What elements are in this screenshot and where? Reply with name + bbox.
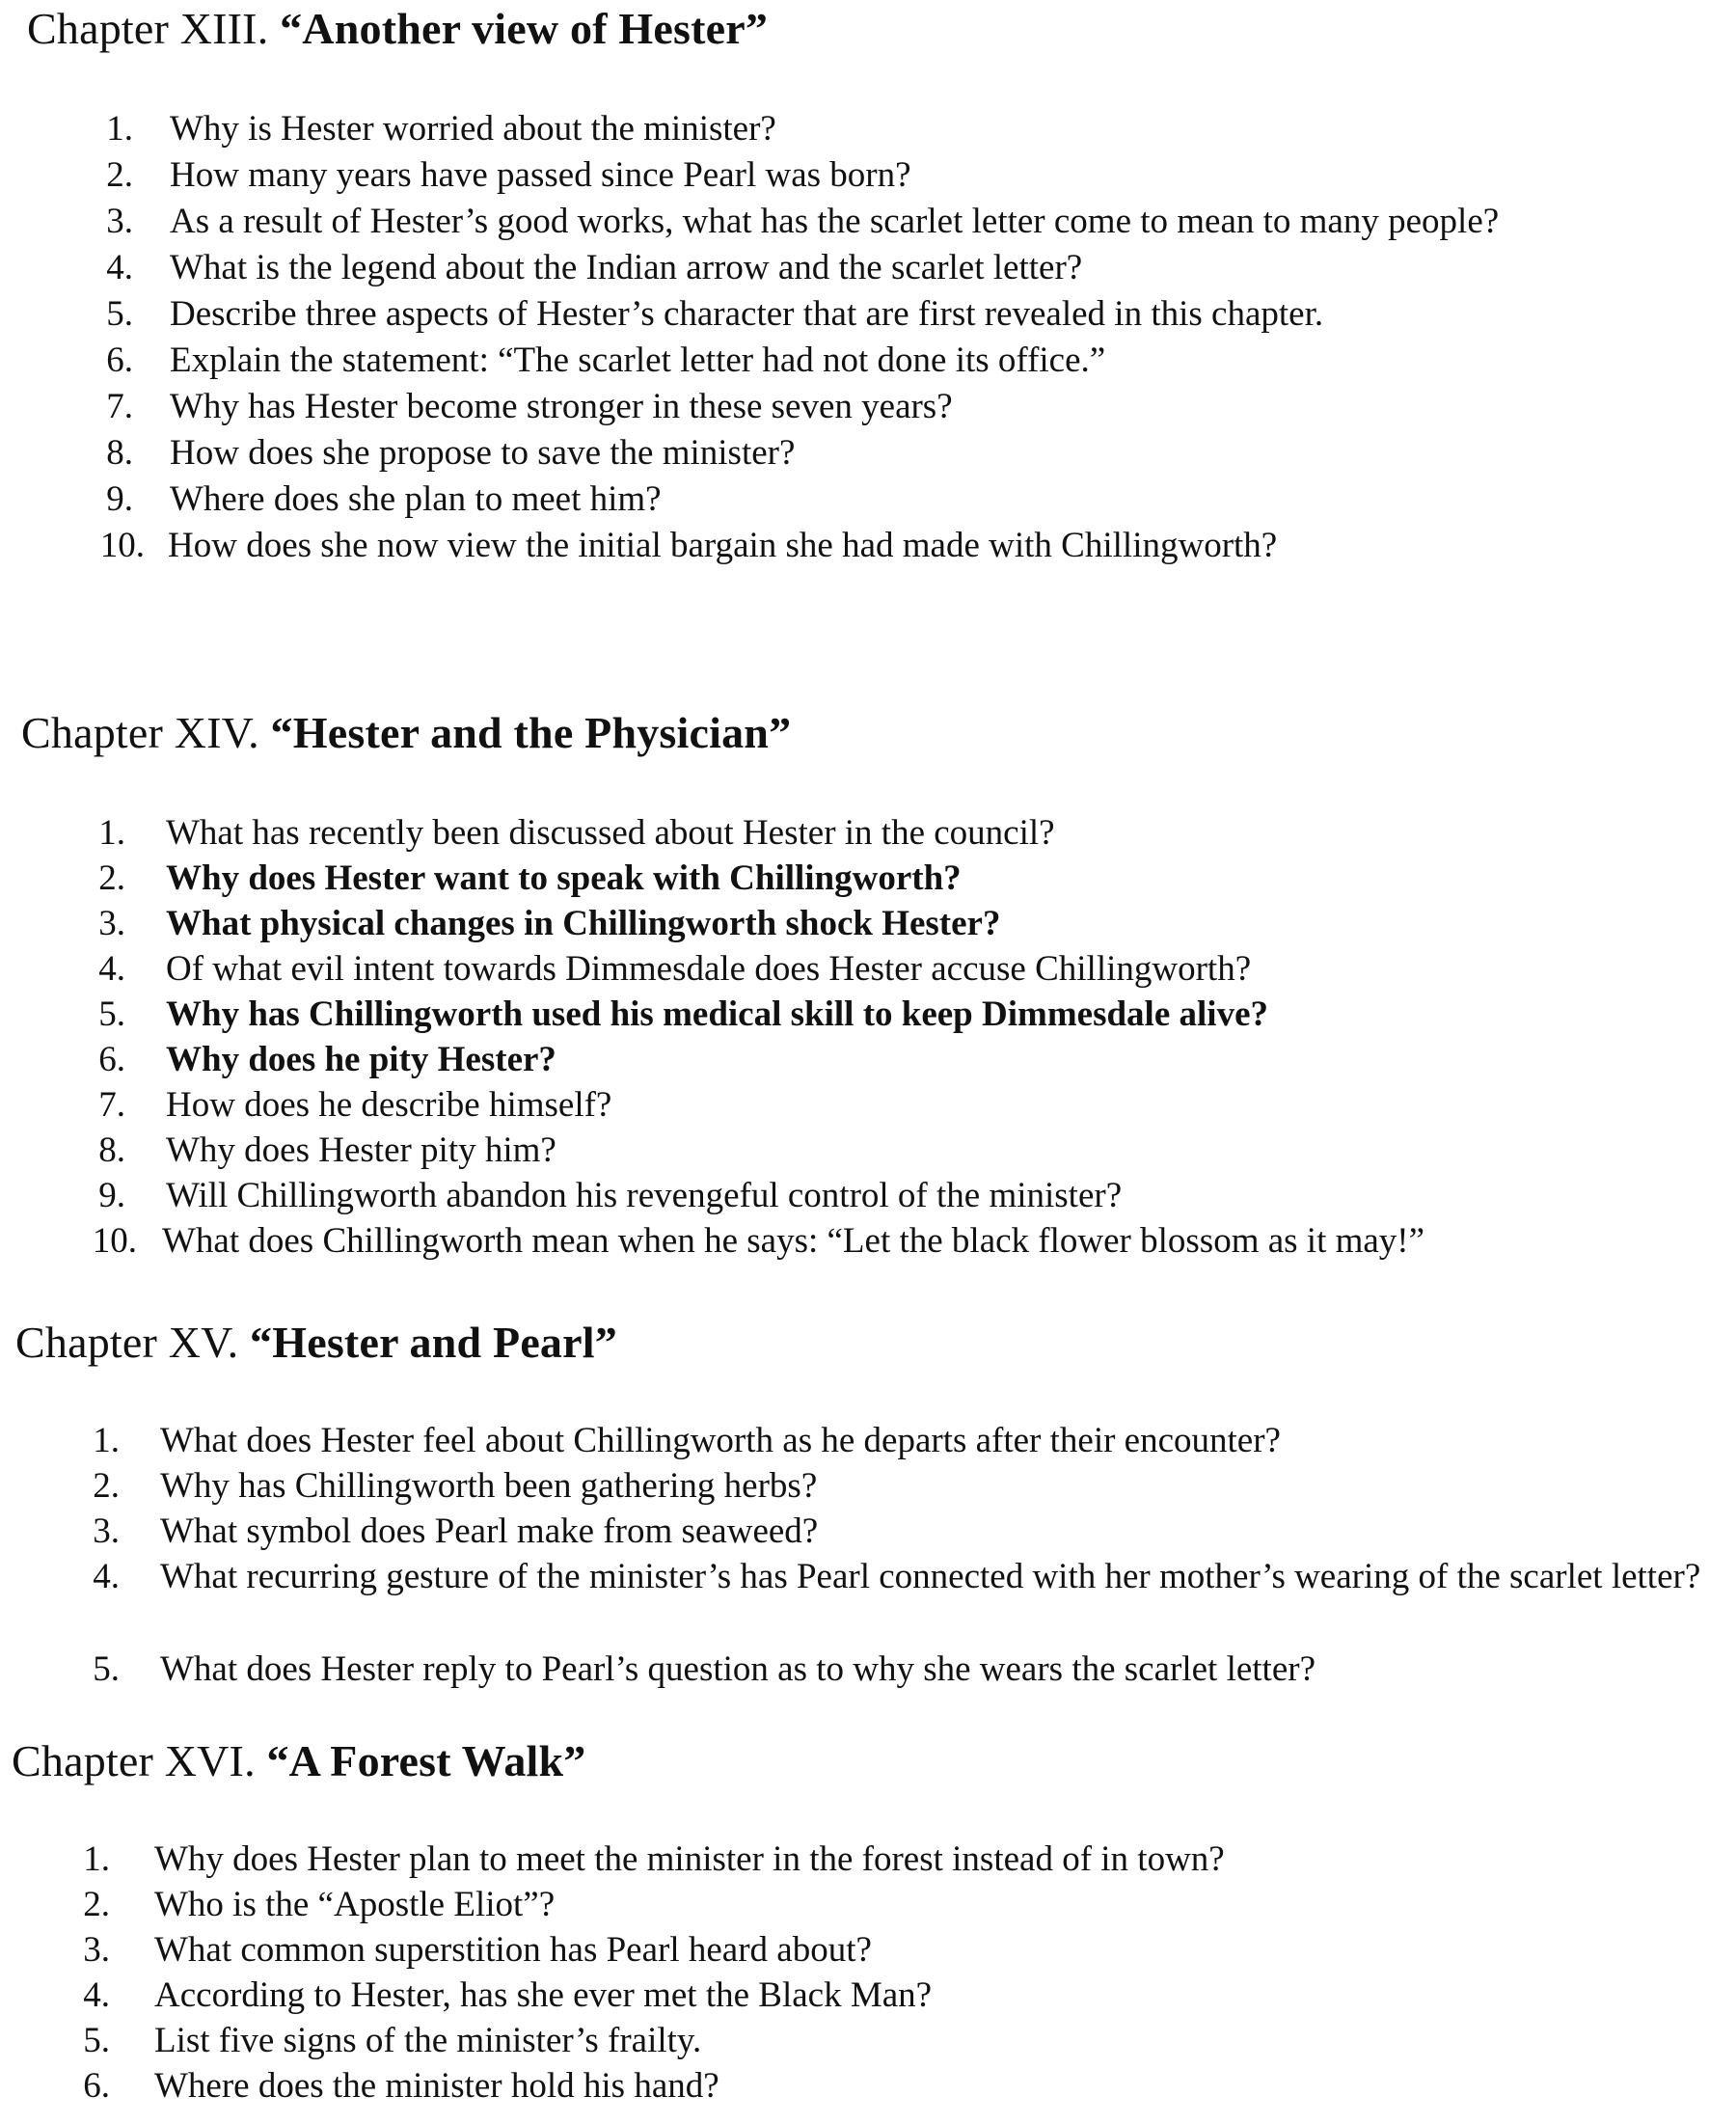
chapter-title: “Another view of Hester” [280,4,769,53]
chapter-label: Chapter XIV. [21,708,259,757]
question-text: What does Hester feel about Chillingworth as he departs after their encounter? [160,1421,1281,1460]
question-number: 3. [83,1930,110,1970]
chapter-label: Chapter XVI. [12,1736,256,1785]
question-number: 1. [83,1839,110,1879]
question-number: 9. [106,479,133,519]
question-text: Of what evil intent towards Dimmesdale does Hester accuse Chillingworth? [166,949,1252,989]
question-text: Why is Hester worried about the minister? [170,109,776,149]
question-number: 1. [93,1421,120,1460]
question-number: 7. [106,387,133,426]
chapter-label: Chapter XV. [15,1318,239,1367]
chapter-title: “A Forest Walk” [266,1736,586,1785]
question-text: Why has Chillingworth used his medical skill to keep Dimmesdale alive? [166,994,1268,1034]
question-number: 8. [98,1130,125,1170]
question-text: What does Hester reply to Pearl’s question as to why she wears the scarlet letter? [160,1649,1316,1689]
question-text: As a result of Hester’s good works, what has the scarlet letter come to mean to many people? [170,202,1500,241]
question-text: What has recently been discussed about Hester in the council? [166,813,1055,853]
question-text: Will Chillingworth abandon his revengeful control of the minister? [166,1176,1123,1215]
question-text: Explain the statement: “The scarlet letter had not done its office.” [170,340,1106,380]
question-number: 1. [106,109,133,149]
chapter-label: Chapter XIII. [27,4,269,53]
chapter-heading [21,708,791,758]
question-text: Why has Hester become stronger in these seven years? [170,387,953,426]
question-number: 9. [98,1176,125,1215]
chapter-heading [27,4,768,54]
question-number: 3. [106,202,133,241]
question-text: Describe three aspects of Hester’s character that are first revealed in this chapter. [170,294,1324,334]
question-text: What common superstition has Pearl heard about? [154,1930,872,1970]
question-text: Who is the “Apostle Eliot”? [154,1885,556,1924]
question-number: 2. [98,858,125,898]
question-text: What recurring gesture of the minister’s has Pearl connected with her mother’s wearing of the scarlet letter? [160,1557,1701,1596]
question-number: 6. [98,1040,125,1079]
question-number: 5. [93,1649,120,1689]
chapter-heading [12,1736,585,1786]
question-number: 4. [83,1975,110,2015]
question-text: Why does he pity Hester? [166,1040,556,1079]
chapter-title: “Hester and the Physician” [270,708,792,757]
question-text: According to Hester, has she ever met the Black Man? [154,1975,933,2015]
question-number: 4. [98,949,125,989]
question-text: What is the legend about the Indian arrow and the scarlet letter? [170,248,1083,287]
chapter-title: “Hester and Pearl” [250,1318,617,1367]
question-text: How does she propose to save the minister? [170,433,796,473]
chapter-heading [15,1318,617,1368]
question-number: 2. [93,1466,120,1506]
question-number: 1. [98,813,125,853]
question-number: 5. [83,2021,110,2060]
question-number: 4. [93,1557,120,1596]
question-text: How does she now view the initial bargain she had made with Chillingworth? [168,526,1278,565]
question-text: Why has Chillingworth been gathering herbs? [160,1466,818,1506]
question-text: How does he describe himself? [166,1085,612,1125]
question-text: Where does the minister hold his hand? [154,2066,719,2106]
question-number: 6. [83,2066,110,2106]
question-number: 7. [98,1085,125,1125]
question-text: What symbol does Pearl make from seaweed? [160,1511,819,1551]
question-text: List five signs of the minister’s frailty. [154,2021,702,2060]
question-number: 8. [106,433,133,473]
question-text: Where does she plan to meet him? [170,479,662,519]
question-text: How many years have passed since Pearl was born? [170,155,911,195]
question-text: Why does Hester pity him? [166,1130,556,1170]
question-text: Why does Hester want to speak with Chillingworth? [166,858,962,898]
question-number: 4. [106,248,133,287]
question-number: 3. [98,904,125,943]
question-text: Why does Hester plan to meet the minister in the forest instead of in town? [154,1839,1225,1879]
question-number: 2. [83,1885,110,1924]
question-number: 10. [99,526,145,565]
question-number: 2. [106,155,133,195]
question-number: 5. [106,294,133,334]
question-text: What does Chillingworth mean when he says: “Let the black flower blossom as it may!” [162,1221,1425,1261]
question-number: 3. [93,1511,120,1551]
question-number: 6. [106,340,133,380]
question-number: 10. [92,1221,137,1261]
question-number: 5. [98,994,125,1034]
question-text: What physical changes in Chillingworth shock Hester? [166,904,1001,943]
